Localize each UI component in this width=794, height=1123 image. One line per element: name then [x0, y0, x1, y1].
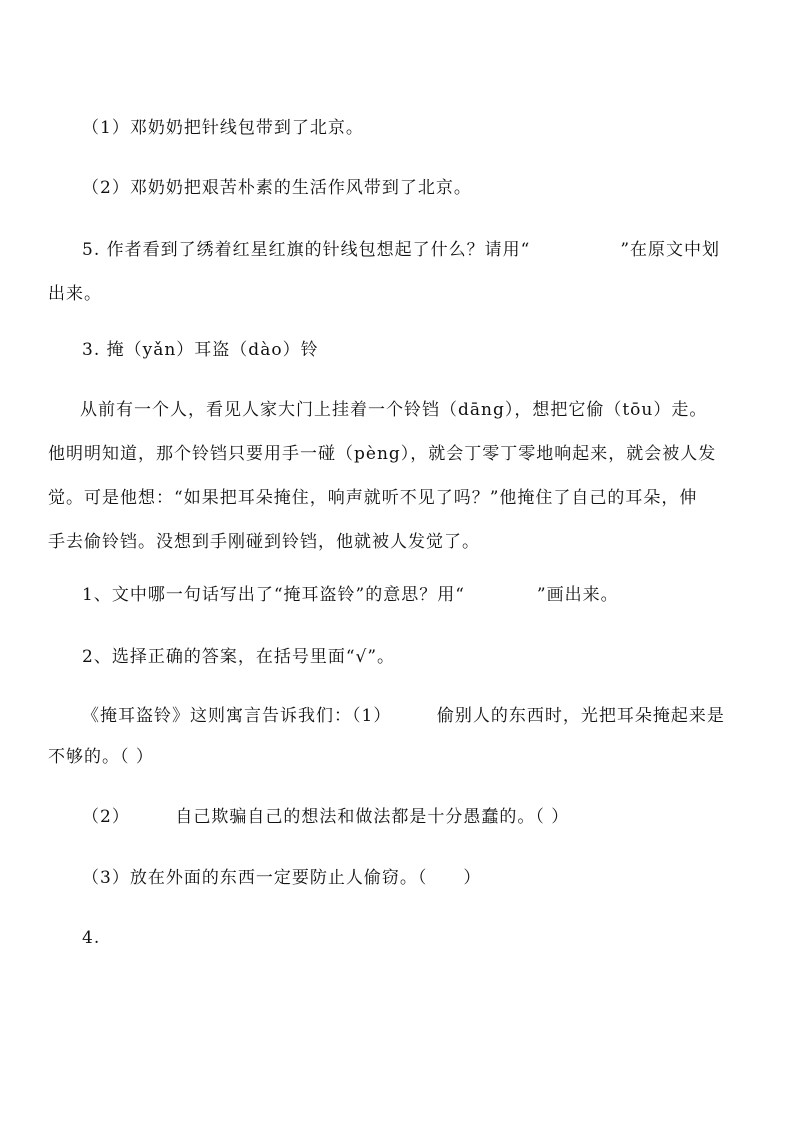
question-item-2: （2）邓奶奶把艰苦朴素的生活作风带到了北京。 — [82, 178, 472, 198]
sub-question-1: 1、文中哪一句话写出了“掩耳盗铃”的意思？用“ ”画出来。 — [82, 585, 619, 605]
sub-question-2: 2、选择正确的答案，在括号里面“√”。 — [82, 647, 396, 667]
question-5-line-1: 5. 作者看到了绣着红星红旗的针线包想起了什么？请用“ ”在原文中划 — [82, 240, 721, 260]
story-line-3: 觉。可是他想：“如果把耳朵掩住，响声就听不见了吗？”他掩住了自己的耳朵，伸 — [48, 488, 698, 508]
lesson-statement-continuation: 不够的。（ ） — [48, 747, 154, 767]
story-paragraph — [48, 400, 754, 552]
story-line-1: 从前有一个人，看见人家大门上挂着一个铃铛（dāng），想把它偷（tōu）走。 — [80, 400, 708, 420]
option-3: （3）放在外面的东西一定要防止人偷窃。（ ） — [82, 868, 482, 888]
question-5 — [82, 240, 762, 260]
option-2: （2） 自己欺骗自己的想法和做法都是十分愚蠢的。（ ） — [82, 807, 570, 827]
question-4: 4. — [82, 928, 101, 948]
story-line-4: 手去偷铃铛。没想到手刚碰到铃铛，他就被人发觉了。 — [48, 532, 480, 552]
question-5-continuation: 出来。 — [48, 284, 102, 304]
lesson-statement: 《掩耳盗铃》这则寓言告诉我们：（1） 偷别人的东西时，光把耳朵掩起来是 — [82, 706, 725, 726]
story-line-2: 他明明知道，那个铃铛只要用手一碰（pèng），就会丁零丁零地响起来，就会被人发 — [48, 444, 717, 464]
story-title: 3. 掩（yǎn）耳盗（dào）铃 — [82, 340, 319, 360]
question-item-1: （1）邓奶奶把针线包带到了北京。 — [82, 118, 364, 138]
